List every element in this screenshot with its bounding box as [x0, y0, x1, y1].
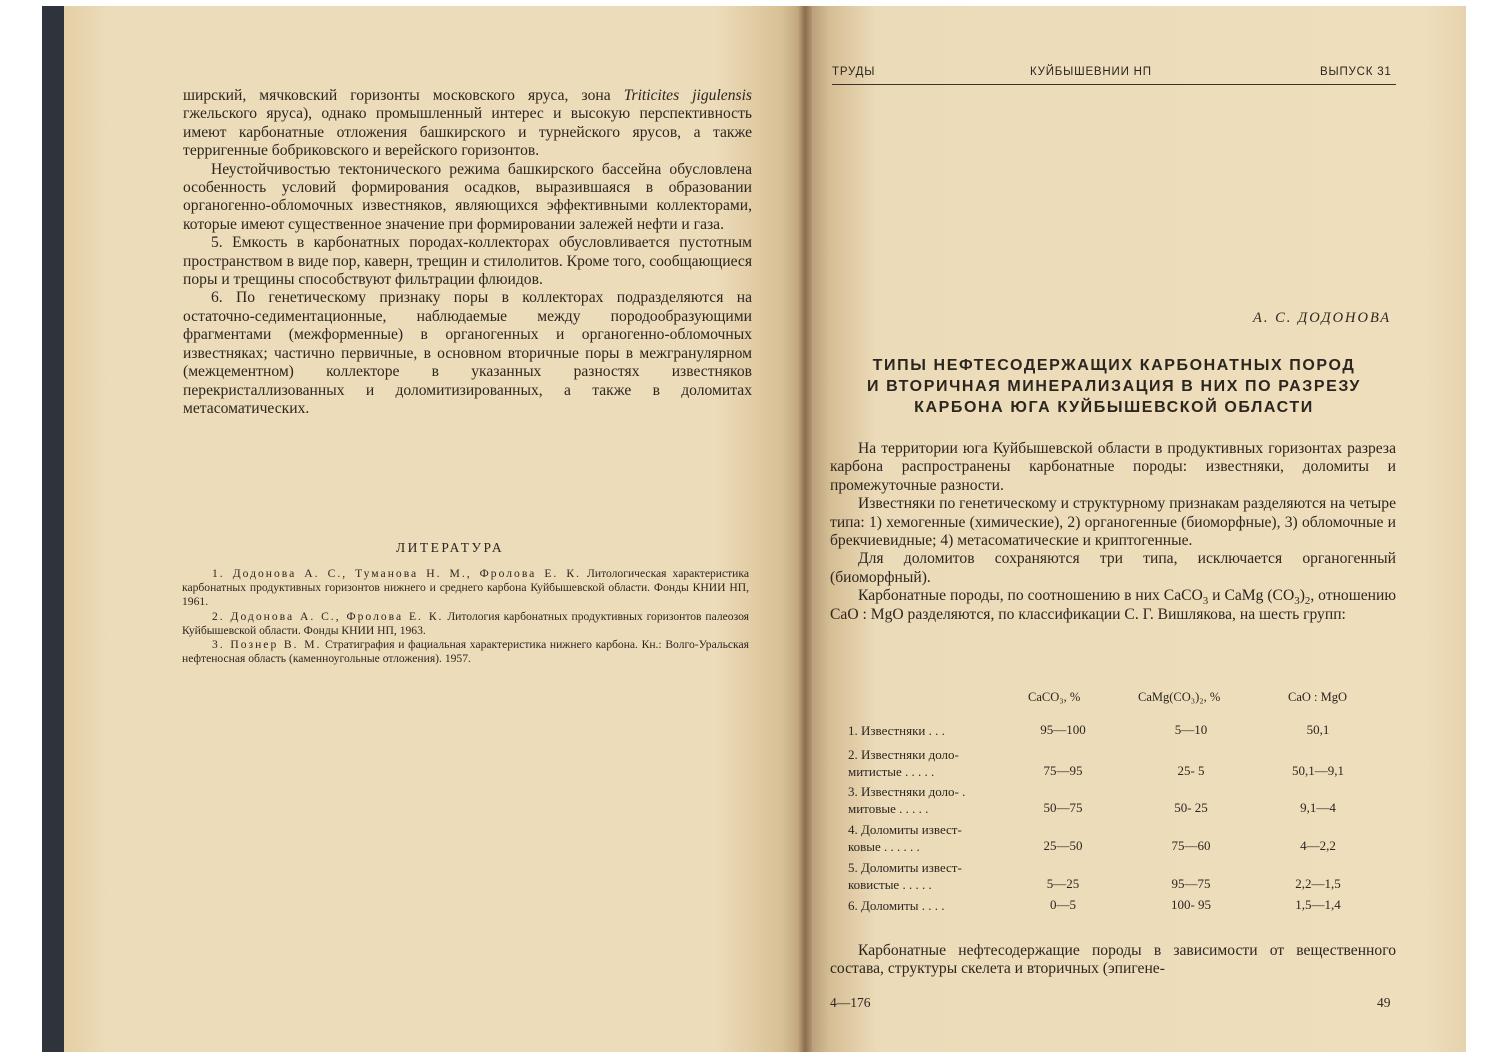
ratio-value: 9,1—4	[1300, 800, 1336, 815]
reference-item	[182, 610, 749, 638]
camg-value: 95—75	[1171, 876, 1211, 891]
right-paragraph: На территории юга Куйбышевской области в продуктивных горизонтах разреза карбона распространены карбонатные породы: известняки, доломиты и промежуточные разности.	[830, 440, 1396, 494]
reference-author: 3. Познер В. М.	[212, 638, 322, 652]
reference-author: 1. Додонова А. С., Туманова Н. М., Фролова Е. К.	[212, 567, 581, 580]
reference-text: Литология карбонатных продуктивных горизонтов палеозоя Куйбышевской области. Фонды КНИИ НП, 1963.	[182, 609, 749, 637]
caco3-value: 25—50	[1043, 838, 1083, 853]
caco3-value: 0—5	[1050, 897, 1076, 912]
row-label: 5. Доломиты извест- ковистые . . . . .	[848, 860, 962, 892]
caco3-value: 50—75	[1043, 800, 1083, 815]
caco3-value: 5—25	[1046, 876, 1080, 891]
running-head-rule	[832, 84, 1396, 85]
camg-value: 25- 5	[1177, 763, 1205, 778]
book-gutter	[798, 6, 812, 1052]
reference-author: 2. Додонова А. С., Фролова Е. К.	[212, 609, 444, 623]
row-label: 2. Известняки доло- митистые . . . . .	[848, 747, 959, 779]
title-line: КАРБОНА ЮГА КУЙБЫШЕВСКОЙ ОБЛАСТИ	[914, 399, 1314, 416]
row-label: 3. Известняки доло- . митовые . . . . .	[848, 784, 966, 816]
left-body-text	[183, 87, 752, 418]
reference-list	[182, 567, 749, 666]
reference-text: Литологическая характеристика карбонатных продуктивных горизонтов нижнего и среднего карбона Куйбышевской области. Фонды КНИИ НП, 1961.	[182, 567, 749, 609]
title-line: ТИПЫ НЕФТЕСОДЕРЖАЩИХ КАРБОНАТНЫХ ПОРОД	[872, 357, 1356, 374]
reference-text: Стратиграфия и фациальная характеристика нижнего карбона. Кн.: Волго-Уральская нефтеносная область (каменноугольные отложения). 1957.	[182, 638, 749, 666]
ratio-value: 50,1—9,1	[1292, 763, 1344, 778]
left-paragraph: ширский, мячковский горизонты московского яруса, зона Triticites jigulensis гжельского яруса), однако промышленный интерес и высокую перспективность имеют карбонатные отложения башкирского и турнейского ярусов, а также терригенные бобриковского и верейского горизонтов.	[183, 87, 752, 160]
ratio-value: 50,1	[1306, 722, 1330, 737]
article-title	[826, 355, 1402, 418]
literature-heading: ЛИТЕРАТУРА	[396, 540, 505, 555]
running-head-right: ВЫПУСК 31	[1320, 66, 1392, 78]
reference-item	[182, 567, 749, 610]
column-header-caco3: CaCO₃, %	[1028, 690, 1081, 704]
caco3-value: 75—95	[1043, 763, 1083, 778]
column-header-ratio: CaO : MgO	[1288, 690, 1348, 704]
camg-value: 5—10	[1174, 722, 1208, 737]
row-label: 4. Доломиты извест- ковые . . . . . .	[848, 822, 962, 854]
ratio-value: 1,5—1,4	[1295, 897, 1341, 912]
page-number: 49	[1377, 995, 1391, 1010]
ratio-value: 2,2—1,5	[1295, 876, 1341, 891]
article-author: А. С. ДОДОНОВА	[1253, 310, 1392, 326]
ratio-value: 4—2,2	[1300, 838, 1336, 853]
camg-value: 50- 25	[1174, 800, 1208, 815]
title-line: И ВТОРИЧНАЯ МИНЕРАЛИЗАЦИЯ В НИХ ПО РАЗРЕЗУ	[866, 378, 1361, 395]
right-paragraph: Известняки по генетическому и структурному признакам разделяются на четыре типа: 1) хемогенные (химические), 2) органогенные (биоморфные), 3) обломочные и брекчиевидные; 4) метасоматические и криптогенные.	[830, 495, 1396, 550]
running-head-left: ТРУДЫ	[832, 66, 876, 78]
right-body-text	[830, 440, 1396, 624]
caco3-value: 95—100	[1040, 722, 1086, 737]
camg-value: 100- 95	[1170, 897, 1212, 912]
left-paragraph: 6. По генетическому признаку поры в коллекторах подразделяются на остаточно-седиментационные, наблюдаемые между породообразующими фрагментами (межформенные) в органогенных и органогенно-обломочных известняках; частично первичные, в основном вторичные поры в межгранулярном (межцементном) коллекторе в указанных разностях известняков перекристаллизованных и доломитизированных, а также в доломитах метасоматических.	[183, 289, 752, 417]
reference-item	[182, 638, 749, 666]
left-paragraph: Неустойчивостью тектонического режима башкирского бассейна обусловлена особенность условий формирования осадков, выразившаяся в образовании органогенно-обломочных известняков, являющихся эффективными коллекторами, которые имеют существенное значение при формировании залежей нефти и газа.	[183, 160, 752, 233]
right-paragraph: Для доломитов сохраняются три типа, исключается органогенный (биоморфный).	[830, 550, 1396, 586]
row-label: 1. Известняки . . .	[848, 723, 945, 738]
right-paragraph: Карбонатные породы, по соотношению в них CaCO$_3$ и CaMg $(CO_3)_2$, отношению CaO : MgO разделяются, по классификации С. Г. Вишлякова, на шесть групп:	[830, 587, 1396, 623]
right-bottom-text	[830, 942, 1396, 979]
column-header-camg: CaMg(CO₃)₂, %	[1138, 690, 1221, 704]
left-paragraph: 5. Емкость в карбонатных породах-коллекторах обусловливается пустотным пространством в виде пор, каверн, трещин и стилолитов. Кроме того, сообщающиеся поры и трещины способствуют фильтрации флюидов.	[183, 234, 752, 289]
right-paragraph: Карбонатные нефтесодержащие породы в зависимости от вещественного состава, структуры скелета и вторичных (эпигене-	[830, 942, 1396, 978]
row-label: 6. Доломиты . . . .	[848, 898, 945, 913]
printer-signature: 4—176	[830, 995, 871, 1010]
running-head-center: КУЙБЫШЕВНИИ НП	[1030, 66, 1152, 78]
camg-value: 75—60	[1171, 838, 1211, 853]
